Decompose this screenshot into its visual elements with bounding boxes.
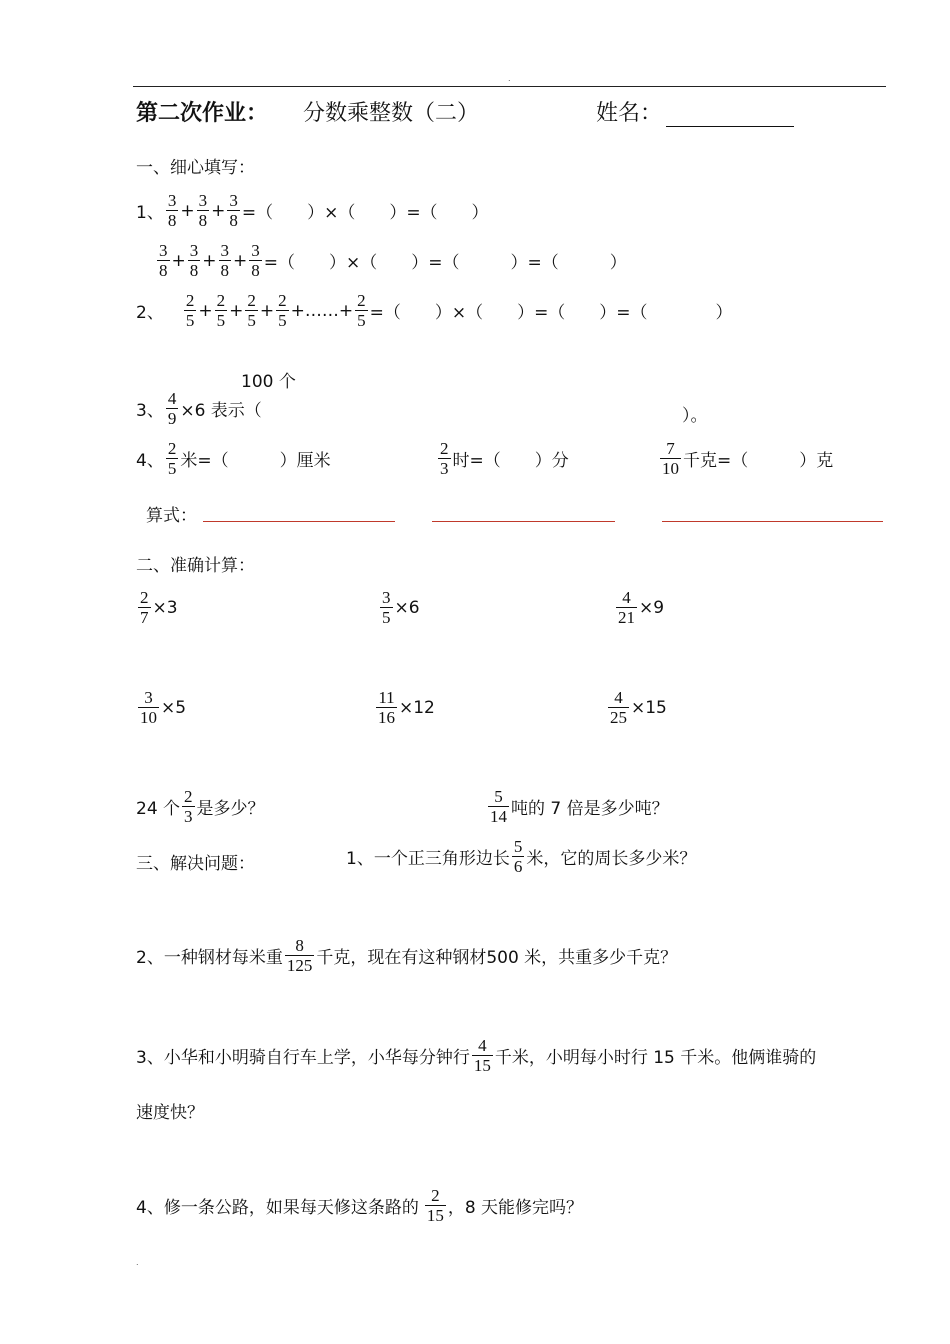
text: 3: [159, 241, 168, 260]
header: [136, 96, 479, 127]
q1-line1-blanks: =（ ）×（ ）=（ ）: [241, 203, 489, 223]
text: 2: [167, 439, 177, 458]
problem-1: [346, 838, 696, 875]
text: 5: [382, 608, 391, 627]
text: 6: [513, 857, 523, 876]
calc-item-2: [378, 589, 420, 626]
problem-2: [136, 937, 677, 974]
text: 2: [184, 787, 193, 806]
ellipsis: +……+: [290, 300, 354, 321]
name-blank[interactable]: [666, 102, 794, 127]
fraction: [138, 689, 159, 726]
q2-number: 2、: [136, 303, 164, 323]
text: 3: [229, 191, 238, 210]
text: 8: [189, 261, 199, 280]
text: 5: [278, 311, 287, 330]
fraction: [438, 440, 451, 477]
text: 7: [140, 608, 149, 627]
text: ×15: [631, 697, 667, 718]
bottom-dot: .: [136, 1258, 139, 1267]
section2-heading: 二、准确计算：: [136, 556, 255, 576]
text: 5: [513, 837, 523, 856]
q4b: [436, 440, 569, 477]
text: 4、修一条公路，如果每天修这条路的: [136, 1198, 419, 1218]
text: 16: [378, 708, 395, 727]
plus-sign: +: [229, 300, 244, 321]
formula-line-3[interactable]: [662, 521, 883, 522]
plus-sign: +: [180, 200, 195, 221]
calc-item-3: [614, 589, 664, 626]
fraction: [215, 292, 228, 329]
text: 3: [167, 191, 177, 210]
plus-sign: +: [233, 250, 248, 271]
text: 5: [167, 459, 177, 478]
text: 8: [251, 261, 260, 280]
calc-item-1: [136, 589, 178, 626]
text: 3: [189, 241, 199, 260]
text: 3: [251, 241, 260, 260]
text: 4: [614, 688, 623, 707]
text: 是多少？: [196, 799, 265, 819]
text: 5: [185, 311, 195, 330]
text: 9: [167, 409, 177, 428]
text: 4: [167, 389, 177, 408]
fraction: [285, 937, 315, 974]
text: 3: [382, 588, 391, 607]
text: 米，它的周长多少米？: [526, 849, 697, 869]
text: 3: [220, 241, 229, 260]
text: 15: [426, 1206, 444, 1225]
text: 24 个: [136, 799, 181, 819]
q4a-text: 米=（ ）厘米: [180, 451, 331, 471]
text: 21: [618, 608, 635, 627]
text: 8: [220, 261, 229, 280]
q1-number: 1、: [136, 203, 164, 223]
text: 吨的 7 倍是多少吨？: [511, 799, 669, 819]
fraction: [182, 788, 195, 825]
text: 15: [473, 1056, 491, 1075]
fraction: [157, 242, 170, 279]
text: 2: [278, 291, 287, 310]
q3-close: ）。: [682, 406, 708, 426]
calc-item-4: [136, 689, 186, 726]
fraction: [166, 192, 179, 229]
text: 125: [286, 956, 313, 975]
text: 8: [295, 936, 304, 955]
fraction: [488, 788, 509, 825]
fraction: [355, 292, 368, 329]
calc-item-6: [606, 689, 667, 726]
fraction: [219, 242, 232, 279]
formula-label: 算式：: [146, 506, 197, 526]
text: 4: [478, 1036, 487, 1055]
text: 8: [159, 261, 168, 280]
fraction: [249, 242, 262, 279]
q4b-text: 时=（ ）分: [452, 451, 569, 471]
q1-line1: [136, 192, 489, 229]
q3-text: ×6 表示（: [180, 401, 262, 421]
section1-heading: 一、细心填写：: [136, 158, 255, 178]
plus-sign: +: [259, 300, 275, 321]
plus-sign: +: [211, 200, 226, 221]
fraction: [197, 192, 210, 229]
page-subtitle: 分数乘整数（二）: [303, 101, 480, 126]
text: 2: [440, 439, 449, 458]
q2-blanks: =（ ）×（ ）=（ ）=（ ）: [369, 303, 733, 323]
header-rule: [133, 86, 886, 87]
text: 5: [357, 311, 366, 330]
calc-item-5: [374, 689, 435, 726]
q4c: [658, 440, 833, 477]
text: 10: [140, 708, 157, 727]
text: 14: [490, 807, 507, 826]
fraction: [376, 689, 397, 726]
fraction: [188, 242, 201, 279]
text: ×6: [394, 597, 420, 618]
fraction: [166, 390, 179, 427]
word-1: [136, 788, 265, 825]
text: 2: [216, 291, 226, 310]
text: 千米，小明每小时行 15 千米。他俩谁骑的: [494, 1048, 817, 1068]
plus-sign: +: [171, 250, 186, 271]
problem-4: [136, 1187, 583, 1224]
problem-3: [136, 1037, 816, 1074]
text: 2: [185, 291, 195, 310]
fraction: [512, 838, 525, 875]
q2-line: [136, 292, 733, 329]
fraction: [166, 440, 179, 477]
text: ×9: [639, 597, 665, 618]
text: 8: [198, 211, 208, 230]
word-2: [486, 788, 669, 825]
count-note: 100 个: [241, 372, 296, 392]
fraction: [616, 589, 637, 626]
fraction: [472, 1037, 493, 1074]
formula-line-1[interactable]: [203, 521, 395, 522]
text: 2: [431, 1186, 440, 1205]
q1-line2: [155, 242, 627, 279]
q1-line2-blanks: =（ ）×（ ）=（ ）=（ ）: [263, 253, 627, 273]
top-dot: .: [508, 74, 511, 83]
text: 10: [662, 459, 679, 478]
text: 8: [229, 211, 238, 230]
fraction: [138, 589, 151, 626]
text: 3: [144, 688, 153, 707]
text: 3: [440, 459, 449, 478]
formula-line-2[interactable]: [432, 521, 615, 522]
text: 2: [140, 588, 149, 607]
plus-sign: +: [202, 250, 217, 271]
fraction: [660, 440, 681, 477]
text: 3: [184, 807, 193, 826]
text: ×5: [161, 697, 187, 718]
text: 千克，现在有这种钢材500 米，共重多少千克？: [316, 948, 678, 968]
q4c-text: 千克=（ ）克: [683, 451, 834, 471]
name-label: 姓名：: [596, 101, 663, 126]
text: 5: [494, 787, 503, 806]
fraction: [227, 192, 240, 229]
text: ，8 天能修完吗？: [447, 1198, 584, 1218]
section3-heading: 三、解决问题：: [136, 854, 255, 874]
text: 25: [610, 708, 627, 727]
q4a: [136, 440, 331, 477]
text: 3、小华和小明骑自行车上学，小华每分钟行: [136, 1048, 470, 1068]
page-title: 第二次作业：: [136, 101, 269, 126]
name-field: [596, 96, 794, 127]
text: 5: [247, 311, 256, 330]
q3-number: 3、: [136, 401, 164, 421]
text: ×3: [152, 597, 178, 618]
text: 3: [198, 191, 208, 210]
fraction: [425, 1187, 446, 1224]
plus-sign: +: [198, 300, 213, 321]
fraction: [608, 689, 629, 726]
fraction: [380, 589, 393, 626]
text: ×12: [399, 697, 435, 718]
fraction: [276, 292, 289, 329]
text: 4: [622, 588, 631, 607]
text: 1、一个正三角形边长: [346, 849, 510, 869]
fraction: [184, 292, 197, 329]
fraction: [245, 292, 258, 329]
text: 2、一种钢材每米重: [136, 948, 283, 968]
text: 11: [378, 688, 395, 707]
q4-number: 4、: [136, 451, 164, 471]
text: 7: [666, 439, 675, 458]
text: 2: [247, 291, 256, 310]
q3-line: [136, 390, 262, 427]
text: 5: [216, 311, 226, 330]
problem-3-line2: 速度快？: [136, 1103, 204, 1123]
text: 8: [167, 211, 177, 230]
text: 2: [357, 291, 366, 310]
